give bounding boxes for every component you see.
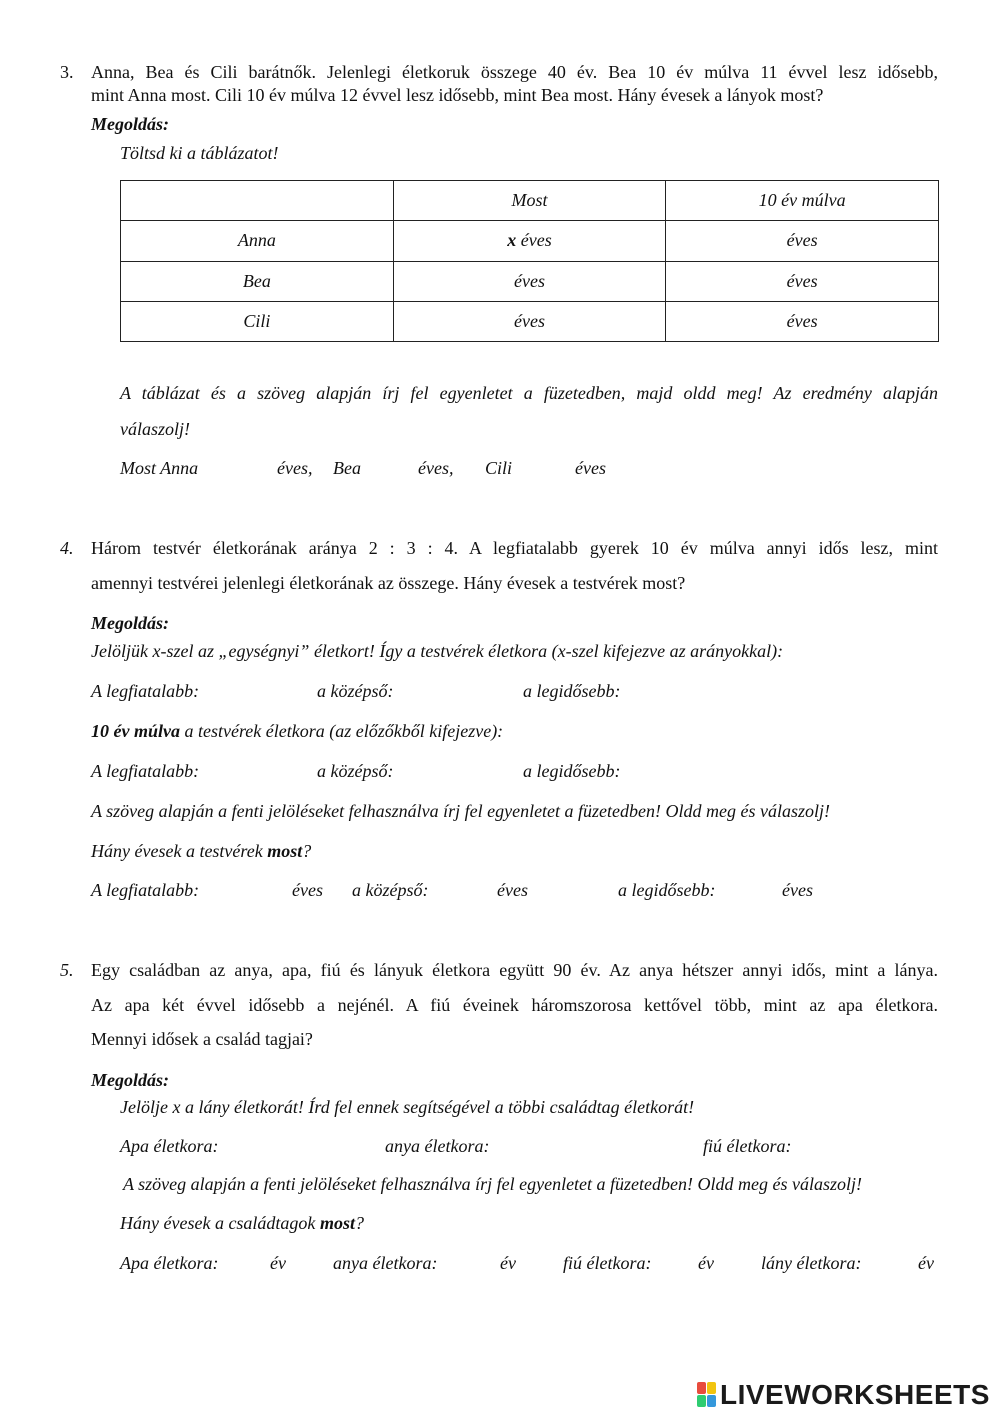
question-text: Hány évesek a testvérek	[91, 841, 268, 861]
liveworksheets-logo-icon	[697, 1382, 717, 1408]
question-bold: most	[267, 841, 303, 861]
task-4-solution-label: Megoldás:	[91, 613, 169, 633]
unit-label: éves	[786, 230, 818, 251]
task-4-number: 4.	[60, 538, 74, 558]
unit-label: év	[270, 1253, 286, 1273]
label-oldest: a legidősebb:	[523, 761, 621, 781]
task-3-number: 3.	[60, 62, 74, 82]
task-4-write-equation: A szöveg alapján a fenti jelöléseket felhasználva írj fel egyenletet a füzetedben! Oldd meg és válaszolj!	[91, 801, 830, 821]
label-youngest: A legfiatalabb:	[91, 761, 200, 781]
task-4-text-line-1: Három testvér életkorának aránya 2 : 3 : 4. A legfiatalabb gyerek 10 év múlva annyi idős lesz, mint	[91, 538, 938, 558]
later-bold-text: 10 év múlva	[91, 721, 180, 741]
unit-label: év	[500, 1253, 516, 1273]
answer-field-youngest-expr[interactable]	[215, 675, 310, 701]
task-3-paragraph-line-2: válaszolj!	[120, 419, 190, 439]
age-table	[120, 180, 939, 342]
task-4-text-line-2: amennyi testvérei jelenlegi életkorának az összege. Hány évesek a testvérek most?	[91, 573, 686, 593]
label-middle: a középső:	[317, 761, 394, 781]
unit-label: éves	[782, 880, 813, 900]
question-end: ?	[354, 1213, 364, 1233]
task-5-number: 5.	[60, 960, 74, 980]
answer-field-oldest-later[interactable]	[636, 755, 756, 781]
table-cell-later[interactable]	[666, 221, 939, 261]
unit-label: év	[698, 1253, 714, 1273]
answer-field-father-age[interactable]	[233, 1247, 265, 1273]
label-daughter: lány életkora:	[761, 1253, 862, 1273]
label-son: fiú életkora:	[703, 1136, 792, 1156]
table-header-cell: Most	[393, 181, 666, 221]
unit-label: éves	[786, 310, 818, 331]
answer-field-daughter-age[interactable]	[876, 1247, 916, 1273]
task-5-text-line-2: Az apa két évvel idősebb a nejénél. A fiú éveinek háromszorosa kettővel több, mint az apa életkora.	[91, 995, 938, 1015]
answer-field-youngest-age[interactable]	[215, 874, 287, 900]
label-youngest: A legfiatalabb:	[91, 880, 200, 900]
unit-label: éves	[497, 880, 528, 900]
task-3-paragraph-line-1: A táblázat és a szöveg alapján írj fel egyenletet a füzetedben, majd oldd meg! Az eredmény alapján	[120, 383, 938, 403]
answer-field-youngest-later[interactable]	[215, 755, 310, 781]
table-row-name: Cili	[121, 301, 394, 341]
variable-x: x	[507, 230, 517, 251]
question-text: Hány évesek a családtagok	[120, 1213, 320, 1233]
answer-field-middle-expr[interactable]	[405, 675, 515, 701]
task-5-text-line-1: Egy családban az anya, apa, fiú és lányuk életkora együtt 90 év. Az anya hétszer annyi idős, mint a lánya.	[91, 960, 938, 980]
label-middle: a középső:	[317, 681, 394, 701]
task-5-write-equation: A szöveg alapján a fenti jelöléseket felhasználva írj fel egyenletet a füzetedben! Oldd meg és válaszolj!	[123, 1174, 862, 1194]
answer-field-oldest-age[interactable]	[730, 874, 778, 900]
task-4-later-heading	[91, 721, 503, 742]
answer-field-father-expr[interactable]	[235, 1130, 375, 1156]
later-rest-text: a testvérek életkora (az előzőkből kifejezve):	[179, 721, 504, 741]
table-row	[121, 261, 939, 301]
unit-label: éves	[575, 458, 606, 478]
task-3-instruction: Töltsd ki a táblázatot!	[120, 143, 279, 163]
liveworksheets-logo-text: LIVEWORKSHEETS	[720, 1379, 990, 1410]
task-5-instruction: Jelölje x a lány életkorát! Írd fel ennek segítségével a többi családtag életkorát!	[120, 1097, 695, 1117]
answer-field-cili[interactable]	[520, 452, 570, 478]
unit-label: éves	[513, 270, 545, 291]
table-cell-now[interactable]	[393, 261, 666, 301]
unit-label: éves,	[418, 458, 454, 478]
label-oldest: a legidősebb:	[523, 681, 621, 701]
table-cell-now[interactable]	[393, 301, 666, 341]
table-row	[121, 221, 939, 261]
unit-label: éves,	[277, 458, 313, 478]
task-3-answer-bea-label: Bea	[333, 458, 361, 478]
label-father: Apa életkora:	[120, 1136, 219, 1156]
answer-field-middle-later[interactable]	[405, 755, 515, 781]
unit-label: éves	[786, 270, 818, 291]
unit-label: éves	[292, 880, 323, 900]
task-3-answer-anna-label: Most Anna	[120, 458, 199, 478]
answer-field-middle-age[interactable]	[440, 874, 492, 900]
answer-field-bea[interactable]	[368, 452, 414, 478]
label-youngest: A legfiatalabb:	[91, 681, 200, 701]
table-row-name: Bea	[121, 261, 394, 301]
table-header-cell: 10 év múlva	[666, 181, 939, 221]
label-son: fiú életkora:	[563, 1253, 652, 1273]
table-cell-later[interactable]	[666, 301, 939, 341]
label-father: Apa életkora:	[120, 1253, 219, 1273]
answer-field-mother-expr[interactable]	[508, 1130, 688, 1156]
table-cell-later[interactable]	[666, 261, 939, 301]
task-3-answer-cili-label: Cili	[485, 458, 513, 478]
task-5-text-line-3: Mennyi idősek a család tagjai?	[91, 1029, 313, 1049]
unit-label: éves	[513, 310, 545, 331]
question-end: ?	[302, 841, 312, 861]
label-mother: anya életkora:	[385, 1136, 490, 1156]
table-row-name: Anna	[121, 221, 394, 261]
label-oldest: a legidősebb:	[618, 880, 716, 900]
table-row	[121, 301, 939, 341]
answer-field-son-expr[interactable]	[808, 1130, 933, 1156]
task-5-question	[120, 1213, 364, 1234]
table-cell-now[interactable]	[393, 221, 666, 261]
answer-field-son-age[interactable]	[666, 1247, 694, 1273]
label-middle: a középső:	[352, 880, 429, 900]
task-3-text-line-1: Anna, Bea és Cili barátnők. Jelenlegi életkoruk összege 40 év. Bea 10 év múlva 11 évvel lesz idősebb,	[91, 62, 938, 82]
table-header-cell	[121, 181, 394, 221]
table-header-row	[121, 181, 939, 221]
unit-label: év	[918, 1253, 934, 1273]
answer-field-oldest-expr[interactable]	[636, 675, 756, 701]
unit-label: éves	[516, 230, 552, 251]
task-3-text-line-2: mint Anna most. Cili 10 év múlva 12 évvel lesz idősebb, mint Bea most. Hány évesek a lányok most?	[91, 85, 824, 105]
liveworksheets-logo	[697, 1378, 990, 1412]
label-mother: anya életkora:	[333, 1253, 438, 1273]
task-3-solution-label: Megoldás:	[91, 114, 169, 134]
answer-field-anna[interactable]	[215, 452, 273, 478]
task-5-solution-label: Megoldás:	[91, 1070, 169, 1090]
task-4-instruction: Jelöljük x-szel az „egységnyi” életkort! Így a testvérek életkora (x-szel kifejezve az arányokkal):	[91, 641, 784, 661]
answer-field-mother-age[interactable]	[452, 1247, 496, 1273]
question-bold: most	[319, 1213, 355, 1233]
task-4-question	[91, 841, 311, 862]
